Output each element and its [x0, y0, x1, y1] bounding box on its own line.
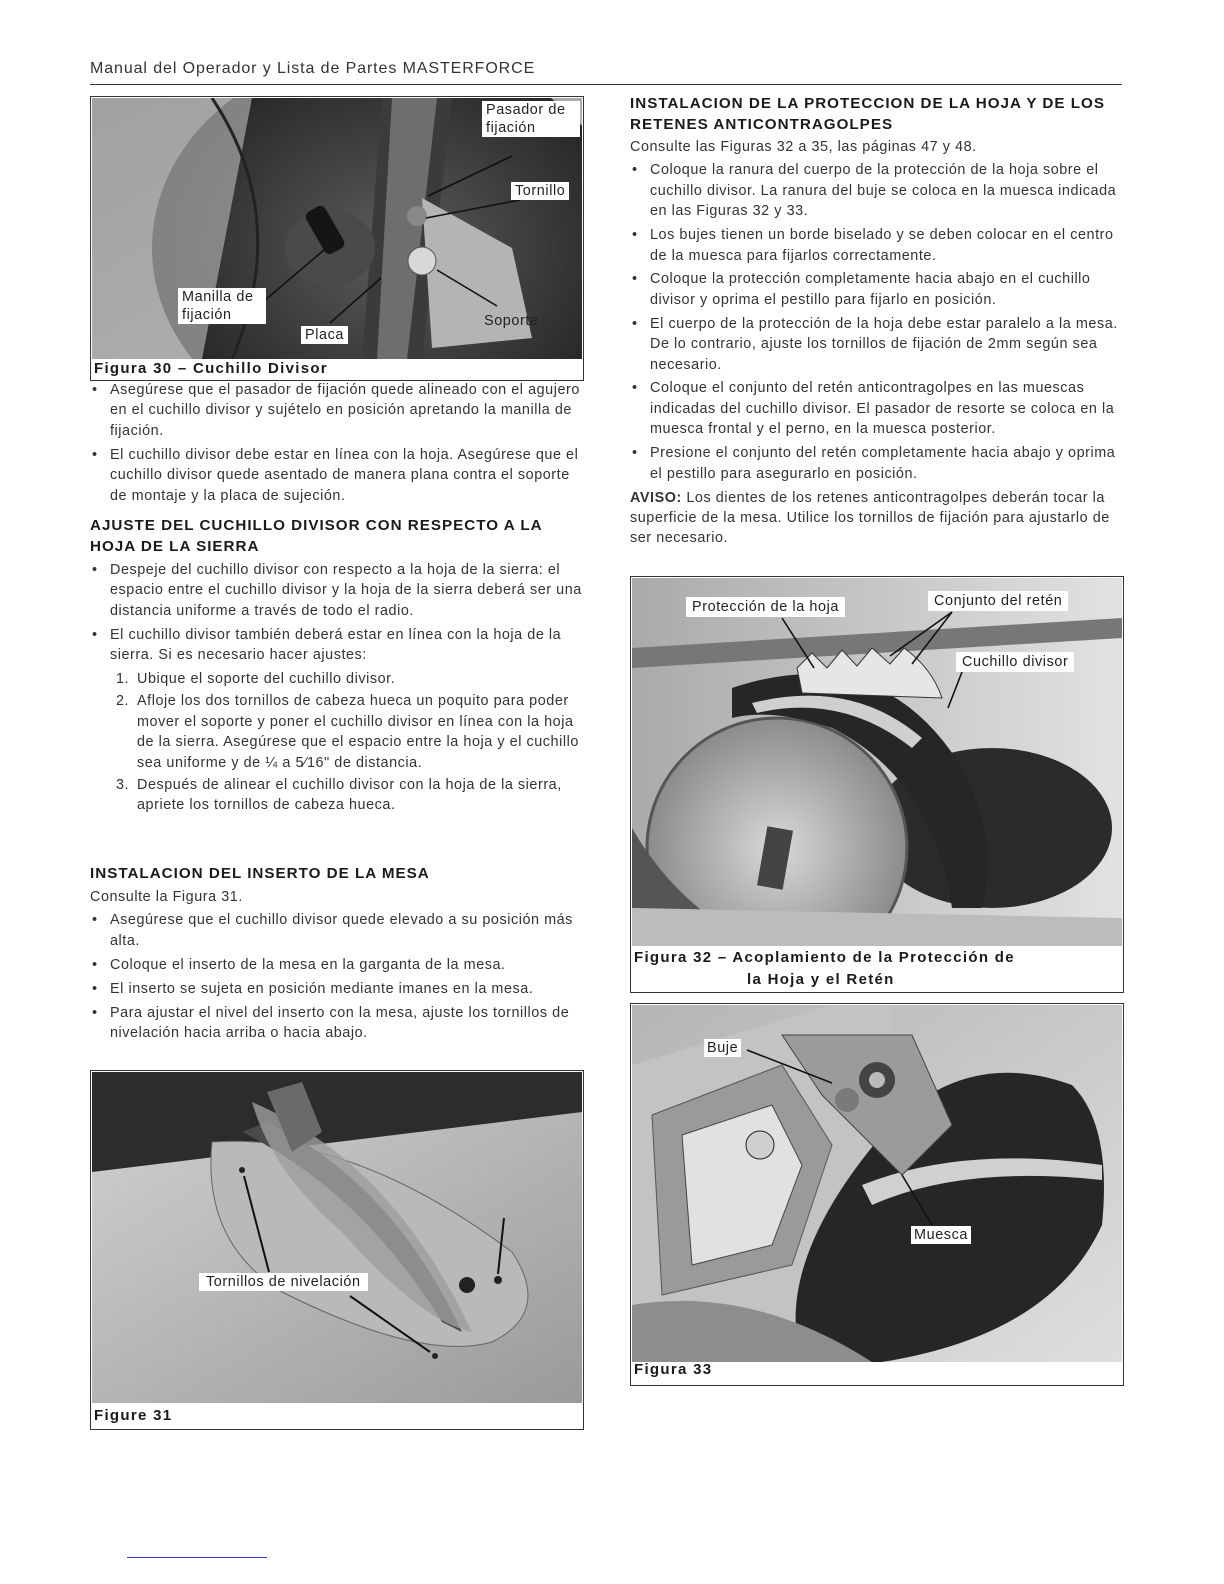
bullet-item: • Presione el conjunto del retén completamente hacia abajo y oprima el pestillo para asegurarlo en posición.: [630, 443, 1122, 484]
intro-text: Consulte las Figuras 32 a 35, las páginas 47 y 48.: [630, 139, 977, 155]
aviso-label: AVISO:: [630, 489, 682, 506]
callout-muesca: Muesca: [911, 1226, 971, 1244]
figure-32-caption-line2: la Hoja y el Retén: [747, 971, 895, 988]
bullet-item: • Coloque la protección completamente hacia abajo en el cuchillo divisor y oprima el pestillo para fijarlo en posición.: [630, 269, 1122, 310]
aviso-note: [630, 488, 1122, 549]
numbered-step: 2. Afloje los dos tornillos de cabeza hueca un poquito para poder mover el soporte y poner el cuchillo divisor en línea con la hoja de la sierra. Asegúrese que el espacio entre la hoja y el cuchillo sea uniforme y de ¼ a 5⁄16" de distancia.: [116, 693, 579, 771]
figure-32-caption-line1: Figura 32 – Acoplamiento de la Protección de: [634, 949, 1015, 966]
callout-manilla: Manilla de fijación: [178, 288, 266, 324]
figure-33-photo: [632, 1005, 1122, 1362]
header-rule: [90, 84, 1122, 85]
left-text-block-3: [90, 863, 582, 1047]
bullet-item: • Coloque el conjunto del retén anticontragolpes en las muescas indicadas del cuchillo divisor. El pasador de resorte se coloca en la muesca frontal y el perno, en la muesca posterior.: [630, 378, 1122, 439]
bullet-item: • Coloque la ranura del cuerpo de la protección de la hoja sobre el cuchillo divisor. La ranura del buje se coloca en la muesca indicada en las Figuras 32 y 33.: [630, 160, 1122, 221]
bullet-item: • Despeje del cuchillo divisor con respecto a la hoja de la sierra: el espacio entre el cuchillo divisor y la hoja de la sierra deberá ser una distancia uniforme a través de todo el radio.: [90, 560, 582, 621]
callout-tornillos-nivelacion: Tornillos de nivelación: [199, 1273, 368, 1291]
callout-pasador: Pasador de fijación: [482, 101, 580, 137]
figure-31-caption: Figure 31: [94, 1407, 173, 1424]
aviso-text: Los dientes de los retenes anticontragolpes deberán tocar la superficie de la mesa. Utilice los tornillos de fijación para ajustarlo de ser necesario.: [630, 489, 1110, 547]
bullet-item: • Coloque el inserto de la mesa en la garganta de la mesa.: [90, 955, 582, 975]
bullet-item: • Asegúrese que el pasador de fijación quede alineado con el agujero en el cuchillo divisor y sujételo en posición apretando la manilla de fijación.: [90, 380, 582, 441]
callout-proteccion-hoja: Protección de la hoja: [686, 597, 845, 617]
intro-text: Consulte la Figura 31.: [90, 889, 243, 905]
figure-30-photo: [92, 98, 582, 359]
bullet-item: • El inserto se sujeta en posición mediante imanes en la mesa.: [90, 979, 582, 999]
bullet-item: • El cuerpo de la protección de la hoja debe estar paralelo a la mesa. De lo contrario, ajuste los tornillos de fijación de 2mm según sea necesario.: [630, 314, 1122, 375]
page-header: Manual del Operador y Lista de Partes MASTERFORCE: [90, 60, 536, 77]
bullet-item: • Asegúrese que el cuchillo divisor quede elevado a su posición más alta.: [90, 910, 582, 951]
callout-soporte: Soporte: [484, 313, 539, 329]
figure-30: [90, 96, 584, 381]
numbered-step: 3. Después de alinear el cuchillo divisor con la hoja de la sierra, apriete los tornillos de cabeza hueca.: [116, 777, 562, 814]
callout-cuchillo-divisor: Cuchillo divisor: [956, 652, 1074, 672]
callout-buje: Buje: [704, 1039, 741, 1057]
bullet-item: • Para ajustar el nivel del inserto con la mesa, ajuste los tornillos de nivelación hacia arriba o hacia abajo.: [90, 1003, 582, 1044]
numbered-step: 1. Ubique el soporte del cuchillo divisor.: [116, 671, 396, 688]
section-heading-inserto: INSTALACION DEL INSERTO DE LA MESA: [90, 865, 430, 882]
figure-33: [630, 1003, 1124, 1386]
section-heading-proteccion: INSTALACION DE LA PROTECCION DE LA HOJA Y DE LOS RETENES ANTICONTRAGOLPES: [630, 95, 1105, 133]
callout-tornillo: Tornillo: [511, 182, 569, 200]
left-text-block-1: [90, 380, 582, 509]
figure-33-illustration: [632, 1005, 1122, 1362]
bullet-item: • Los bujes tienen un borde biselado y se deben colocar en el centro de la muesca para fijarlos correctamente.: [630, 225, 1122, 266]
figure-30-caption: Figura 30 – Cuchillo Divisor: [94, 360, 328, 377]
right-text-block: [630, 93, 1122, 549]
section-heading-cuchillo: AJUSTE DEL CUCHILLO DIVISOR CON RESPECTO A LA HOJA DE LA SIERRA: [90, 517, 543, 555]
figure-33-caption: Figura 33: [634, 1361, 713, 1378]
callout-conjunto-reten: Conjunto del retén: [928, 591, 1068, 611]
figure-32-illustration: [632, 578, 1122, 946]
figure-31-illustration: [92, 1072, 582, 1403]
figure-32-photo: [632, 578, 1122, 946]
figure-31-photo: [92, 1072, 582, 1403]
callout-placa: Placa: [301, 326, 348, 344]
footer-rule: [127, 1557, 267, 1558]
figure-32: [630, 576, 1124, 993]
figure-31: [90, 1070, 584, 1430]
left-text-block-2: [90, 515, 582, 818]
bullet-item: • El cuchillo divisor debe estar en línea con la hoja. Asegúrese que el cuchillo divisor quede asentado de manera plana contra el soporte de montaje y la placa de sujeción.: [90, 445, 582, 506]
bullet-item: • El cuchillo divisor también deberá estar en línea con la hoja de la sierra. Si es necesario hacer ajustes:: [90, 625, 582, 666]
